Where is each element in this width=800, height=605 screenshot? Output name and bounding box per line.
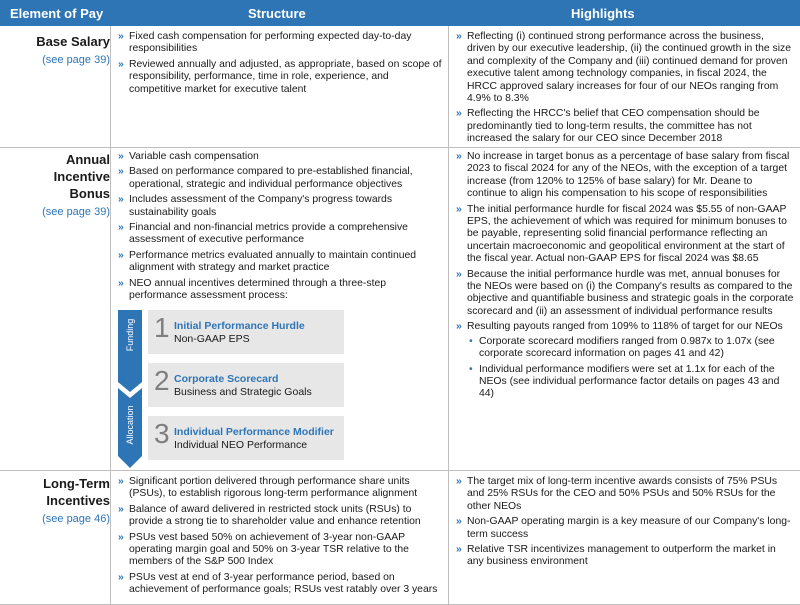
- allocation-label: Allocation: [125, 405, 135, 445]
- step-title: Initial Performance Hurdle: [174, 320, 305, 332]
- element-base-salary: Base Salary (see page 39): [36, 33, 110, 69]
- list-item: » Balance of award delivered in restricted stock units (RSUs) to provide a strong tie to shareholder value and enhance retention: [116, 504, 442, 529]
- list-item: » Financial and non-financial metrics provide a comprehensive assessment of executive performance: [116, 222, 442, 247]
- list-item: » Performance metrics evaluated annually to maintain continued alignment with strategy and market practice: [116, 250, 442, 275]
- process-step-1: [148, 310, 344, 354]
- base-salary-highlights: [454, 31, 794, 149]
- sub-list-item: • Individual performance modifiers were set at 1.1x for each of the NEOs (see individual performance factor details on pages 43 and 44): [467, 364, 794, 401]
- list-item: » No increase in target bonus as a percentage of base salary from fiscal 2023 to fiscal 2024 for any of the NEOs, with the exception of a target increase (from 120% to 125% of base salary) for Mr. Deane to continue to align his compensation to his scope of responsibilities: [454, 151, 794, 201]
- table-header: [0, 0, 800, 26]
- header-element-of-pay: Element of Pay: [10, 6, 104, 21]
- list-item: » Variable cash compensation: [116, 151, 442, 163]
- list-item: » The initial performance hurdle for fiscal 2024 was $5.55 of non-GAAP EPS, the achievement of which was required for minimum bonuses to be payable, representing solid financial performance reflecting an uncertain macroeconomic and geopolitical environment at the start of the fiscal year. Actual non-GAAP EPS for fiscal 2024 was $8.65: [454, 204, 794, 266]
- see-page-link[interactable]: (see page 39): [42, 54, 110, 66]
- list-item: » NEO annual incentives determined through a three-step performance assessment process:: [116, 278, 442, 303]
- step-description: Individual NEO Performance: [174, 439, 308, 451]
- step-number: 1: [154, 312, 170, 343]
- process-step-3: [148, 416, 344, 460]
- see-page-link[interactable]: (see page 46): [42, 513, 110, 525]
- list-item: » Non-GAAP operating margin is a key measure of our Company's long-term success: [454, 516, 794, 541]
- list-item: » Includes assessment of the Company's progress towards sustainability goals: [116, 194, 442, 219]
- column-divider: [110, 26, 111, 605]
- list-item: » The target mix of long-term incentive awards consists of 75% PSUs and 25% RSUs for the CEO and 50% PSUs and 50% RSUs for the other NEOs: [454, 476, 794, 513]
- see-page-link[interactable]: (see page 39): [42, 206, 110, 218]
- step-title: Corporate Scorecard: [174, 373, 279, 385]
- list-item: » PSUs vest at end of 3-year performance period, based on achievement of performance goals; RSUs vest ratably over 3 years: [116, 572, 442, 597]
- base-salary-structure: [116, 31, 442, 99]
- step-description: Business and Strategic Goals: [174, 386, 312, 398]
- list-item: » Reflecting the HRCC's belief that CEO compensation should be predominantly tied to long-term results, the committee has not increased the salary for our CEO since December 2018: [454, 108, 794, 145]
- header-highlights: Highlights: [571, 6, 635, 21]
- list-item: » Relative TSR incentivizes management to outperform the market in any business environment: [454, 544, 794, 569]
- list-item: » Based on performance compared to pre-established financial, operational, strategic and individual performance objectives: [116, 166, 442, 191]
- sub-list: [467, 336, 794, 401]
- funding-label: Funding: [125, 318, 135, 352]
- list-item: » PSUs vest based 50% on achievement of 3-year non-GAAP operating margin goal and 50% on 3-year TSR relative to the members of the S&P 500 Index: [116, 532, 442, 569]
- row-divider: [0, 470, 800, 471]
- list-item: » Fixed cash compensation for performing expected day-to-day responsibilities: [116, 31, 442, 56]
- step-description: Non-GAAP EPS: [174, 333, 250, 345]
- header-structure: Structure: [248, 6, 306, 21]
- sub-list-item: • Corporate scorecard modifiers ranged from 0.987x to 1.07x (see corporate scorecard information on pages 41 and 42): [467, 336, 794, 361]
- list-item: » Reflecting (i) continued strong performance across the business, driven by our executive leadership, (ii) the continued growth in the size and complexity of the Company and (iii) continued demand for proven executive talent among technology companies, in fiscal 2024, the HRCC approved salary increases for four of our NEOs ranging from 4.9% to 8.3%: [454, 31, 794, 105]
- long-term-structure: [116, 476, 442, 600]
- process-step-2: [148, 363, 344, 407]
- element-long-term-incentives: Long-Term Incentives (see page 46): [42, 475, 110, 528]
- step-number: 2: [154, 365, 170, 396]
- annual-incentive-highlights: [454, 151, 794, 404]
- annual-incentive-structure: [116, 151, 442, 305]
- list-item: » Because the initial performance hurdle was met, annual bonuses for the NEOs were based on (i) the Company's results as compared to the objective and quantifiable business and strategic goals in the corporate scorecard and (ii) an assessment of individual performance results: [454, 269, 794, 319]
- step-title: Individual Performance Modifier: [174, 426, 334, 438]
- column-divider: [448, 26, 449, 605]
- element-annual-incentive-bonus: Annual Incentive Bonus (see page 39): [42, 151, 110, 221]
- long-term-highlights: [454, 476, 794, 572]
- list-item: » Resulting payouts ranged from 109% to 118% of target for our NEOs • Corporate scorecard modifiers ranged from 0.987x to 1.07x (see corporate scorecard information on pages 41 and 42) • Individual performance modifiers were set at 1.1x for each of the NEOs (see individual performance factor details on pages 43 and 44): [454, 321, 794, 400]
- step-number: 3: [154, 418, 170, 449]
- list-item: » Significant portion delivered through performance share units (PSUs), to establish rigorous long-term performance alignment: [116, 476, 442, 501]
- list-item: » Reviewed annually and adjusted, as appropriate, based on scope of responsibility, performance, time in role, experience, and competitive market for executive talent: [116, 59, 442, 96]
